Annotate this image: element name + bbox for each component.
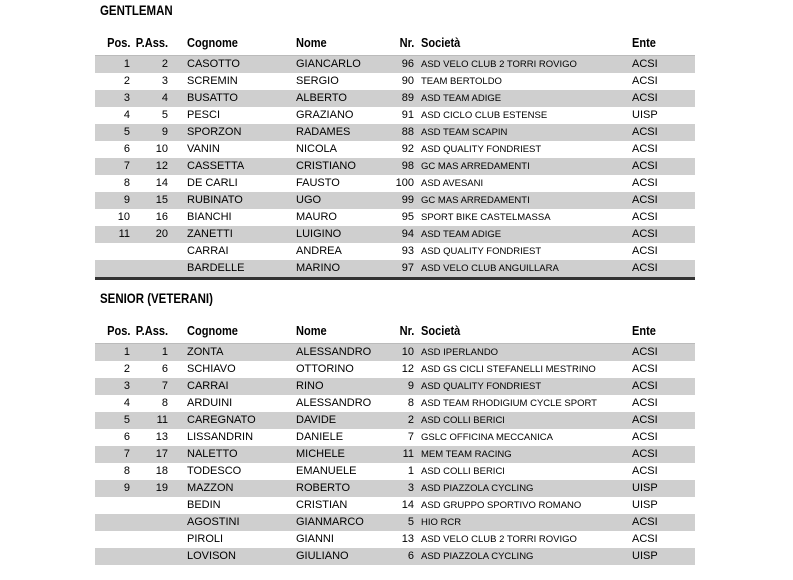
table-row bbox=[95, 158, 695, 175]
cell-pass: 14 bbox=[155, 177, 168, 189]
cell-societa: SPORT BIKE CASTELMASSA bbox=[421, 212, 551, 223]
cell-pass: 4 bbox=[161, 92, 168, 104]
table-row bbox=[95, 446, 695, 463]
cell-pass: 15 bbox=[155, 194, 168, 206]
cell-cognome: BIANCHI bbox=[187, 211, 232, 223]
cell-nr: 92 bbox=[401, 143, 414, 155]
cell-ente: ACSI bbox=[632, 58, 658, 70]
cell-nr: 13 bbox=[401, 533, 414, 545]
cell-nome: GIULIANO bbox=[296, 550, 349, 562]
cell-pass: 19 bbox=[155, 482, 168, 494]
table-body bbox=[95, 55, 695, 280]
table-row bbox=[95, 412, 695, 429]
cell-nome: GIANCARLO bbox=[296, 58, 361, 70]
cell-ente: ACSI bbox=[632, 363, 658, 375]
results-table-gentleman bbox=[95, 33, 695, 280]
cell-pos: 4 bbox=[123, 109, 130, 121]
cell-pos: 1 bbox=[123, 58, 130, 70]
cell-cognome: ZONTA bbox=[187, 346, 224, 358]
cell-ente: ACSI bbox=[632, 397, 658, 409]
cell-nr: 94 bbox=[401, 228, 414, 240]
cell-pass: 2 bbox=[161, 58, 168, 70]
cell-pass: 16 bbox=[155, 211, 168, 223]
cell-ente: ACSI bbox=[632, 228, 658, 240]
cell-nr: 7 bbox=[407, 431, 414, 443]
cell-pos: 9 bbox=[123, 194, 130, 206]
cell-societa: GSLC OFFICINA MECCANICA bbox=[421, 432, 553, 443]
table-row bbox=[95, 395, 695, 412]
cell-cognome: LISSANDRIN bbox=[187, 431, 254, 443]
cell-ente: ACSI bbox=[632, 516, 658, 528]
header-cognome: Cognome bbox=[187, 323, 238, 338]
cell-cognome: CASOTTO bbox=[187, 58, 240, 70]
table-row bbox=[95, 497, 695, 514]
cell-ente: ACSI bbox=[632, 194, 658, 206]
table-row bbox=[95, 344, 695, 361]
cell-nome: SERGIO bbox=[296, 75, 339, 87]
cell-nome: ALESSANDRO bbox=[296, 346, 372, 358]
cell-nr: 88 bbox=[401, 126, 414, 138]
table-row bbox=[95, 107, 695, 124]
cell-cognome: BUSATTO bbox=[187, 92, 238, 104]
cell-cognome: MAZZON bbox=[187, 482, 234, 494]
cell-nome: MARINO bbox=[296, 262, 340, 274]
cell-cognome: ARDUINI bbox=[187, 397, 233, 409]
cell-nr: 8 bbox=[407, 397, 414, 409]
header-nome: Nome bbox=[296, 35, 327, 50]
table-row bbox=[95, 56, 695, 73]
cell-societa: ASD QUALITY FONDRIEST bbox=[421, 246, 542, 257]
table-row bbox=[95, 141, 695, 158]
table-row bbox=[95, 378, 695, 395]
table-row bbox=[95, 260, 695, 280]
cell-nome: ROBERTO bbox=[296, 482, 350, 494]
cell-nome: EMANUELE bbox=[296, 465, 357, 477]
cell-pos: 9 bbox=[123, 482, 130, 494]
cell-pass: 20 bbox=[155, 228, 168, 240]
cell-ente: ACSI bbox=[632, 262, 658, 274]
cell-nome: NICOLA bbox=[296, 143, 337, 155]
cell-nr: 12 bbox=[401, 363, 414, 375]
cell-societa: ASD TEAM ADIGE bbox=[421, 93, 502, 104]
cell-cognome: BEDIN bbox=[187, 499, 221, 511]
cell-pos: 3 bbox=[123, 380, 130, 392]
cell-cognome: VANIN bbox=[187, 143, 220, 155]
header-societa: Società bbox=[421, 35, 461, 50]
header-nr: Nr. bbox=[399, 35, 414, 50]
cell-cognome: SPORZON bbox=[187, 126, 242, 138]
cell-nome: CRISTIANO bbox=[296, 160, 356, 172]
cell-nome: DANIELE bbox=[296, 431, 344, 443]
cell-pos: 5 bbox=[123, 414, 130, 426]
cell-societa: ASD VELO CLUB ANGUILLARA bbox=[421, 263, 559, 274]
table-row bbox=[95, 514, 695, 531]
header-ente: Ente bbox=[632, 323, 656, 338]
table-row bbox=[95, 480, 695, 497]
cell-ente: ACSI bbox=[632, 245, 658, 257]
cell-nr: 14 bbox=[401, 499, 414, 511]
header-ente: Ente bbox=[632, 35, 656, 50]
cell-cognome: CARRAI bbox=[187, 380, 229, 392]
table-row bbox=[95, 73, 695, 90]
cell-cognome: NALETTO bbox=[187, 448, 238, 460]
cell-ente: ACSI bbox=[632, 126, 658, 138]
table-body bbox=[95, 343, 695, 565]
cell-pos: 8 bbox=[123, 177, 130, 189]
cell-pos: 7 bbox=[123, 448, 130, 460]
header-pos: Pos. bbox=[106, 35, 130, 50]
cell-nome: ALESSANDRO bbox=[296, 397, 372, 409]
header-nome: Nome bbox=[296, 323, 327, 338]
cell-societa: ASD GS CICLI STEFANELLI MESTRINO bbox=[421, 364, 596, 375]
cell-ente: ACSI bbox=[632, 177, 658, 189]
cell-societa: ASD VELO CLUB 2 TORRI ROVIGO bbox=[421, 534, 577, 545]
cell-societa: ASD QUALITY FONDRIEST bbox=[421, 381, 542, 392]
cell-nr: 90 bbox=[401, 75, 414, 87]
cell-nr: 3 bbox=[407, 482, 414, 494]
section-title-senior: SENIOR (VETERANI) bbox=[100, 290, 213, 306]
cell-cognome: PESCI bbox=[187, 109, 221, 121]
cell-pos: 1 bbox=[123, 346, 130, 358]
cell-nome: GIANMARCO bbox=[296, 516, 364, 528]
cell-pass: 6 bbox=[161, 363, 168, 375]
cell-cognome: DE CARLI bbox=[187, 177, 238, 189]
cell-ente: UISP bbox=[632, 499, 658, 511]
cell-pass: 9 bbox=[161, 126, 168, 138]
cell-ente: ACSI bbox=[632, 414, 658, 426]
cell-ente: ACSI bbox=[632, 160, 658, 172]
cell-nome: GRAZIANO bbox=[296, 109, 354, 121]
cell-nome: GIANNI bbox=[296, 533, 334, 545]
table-row bbox=[95, 209, 695, 226]
cell-nome: ANDREA bbox=[296, 245, 342, 257]
cell-societa: TEAM BERTOLDO bbox=[421, 76, 502, 87]
cell-societa: ASD COLLI BERICI bbox=[421, 466, 505, 477]
cell-pass: 1 bbox=[161, 346, 168, 358]
cell-societa: ASD TEAM SCAPIN bbox=[421, 127, 508, 138]
cell-pos: 6 bbox=[123, 431, 130, 443]
cell-pass: 17 bbox=[155, 448, 168, 460]
cell-nome: RADAMES bbox=[296, 126, 351, 138]
cell-societa: ASD PIAZZOLA CYCLING bbox=[421, 551, 534, 562]
cell-nome: OTTORINO bbox=[296, 363, 354, 375]
cell-ente: ACSI bbox=[632, 533, 658, 545]
cell-societa: ASD PIAZZOLA CYCLING bbox=[421, 483, 534, 494]
cell-pos: 11 bbox=[118, 228, 130, 240]
table-row bbox=[95, 124, 695, 141]
cell-pos: 8 bbox=[123, 465, 130, 477]
cell-ente: ACSI bbox=[632, 92, 658, 104]
cell-societa: GC MAS ARREDAMENTI bbox=[421, 195, 530, 206]
cell-cognome: PIROLI bbox=[187, 533, 224, 545]
cell-nome: LUIGINO bbox=[296, 228, 342, 240]
cell-nome: MAURO bbox=[296, 211, 337, 223]
cell-nr: 96 bbox=[401, 58, 414, 70]
cell-ente: UISP bbox=[632, 109, 658, 121]
cell-nr: 91 bbox=[401, 109, 414, 121]
cell-pass: 5 bbox=[161, 109, 168, 121]
table-row bbox=[95, 429, 695, 446]
cell-ente: ACSI bbox=[632, 143, 658, 155]
cell-pass: 8 bbox=[161, 397, 168, 409]
cell-pos: 10 bbox=[117, 211, 130, 223]
cell-pos: 7 bbox=[123, 160, 130, 172]
cell-ente: ACSI bbox=[632, 75, 658, 87]
cell-ente: ACSI bbox=[632, 346, 658, 358]
cell-nome: RINO bbox=[296, 380, 324, 392]
cell-nr: 98 bbox=[401, 160, 414, 172]
table-row bbox=[95, 531, 695, 548]
header-cognome: Cognome bbox=[187, 35, 238, 50]
cell-cognome: CAREGNATO bbox=[187, 414, 256, 426]
cell-ente: ACSI bbox=[632, 448, 658, 460]
header-pass: P.Ass. bbox=[135, 323, 168, 338]
cell-nr: 9 bbox=[407, 380, 414, 392]
cell-societa: ASD CICLO CLUB ESTENSE bbox=[421, 110, 548, 121]
cell-societa: ASD GRUPPO SPORTIVO ROMANO bbox=[421, 500, 582, 511]
header-pass: P.Ass. bbox=[135, 35, 168, 50]
cell-cognome: SCREMIN bbox=[187, 75, 238, 87]
cell-cognome: SCHIAVO bbox=[187, 363, 236, 375]
cell-nr: 11 bbox=[402, 448, 414, 460]
cell-cognome: AGOSTINI bbox=[187, 516, 240, 528]
cell-cognome: CARRAI bbox=[187, 245, 229, 257]
cell-societa: ASD IPERLANDO bbox=[421, 347, 499, 358]
cell-ente: ACSI bbox=[632, 431, 658, 443]
cell-societa: HIO RCR bbox=[421, 517, 462, 528]
cell-pos: 4 bbox=[123, 397, 130, 409]
cell-nr: 6 bbox=[407, 550, 414, 562]
cell-nr: 100 bbox=[395, 177, 414, 189]
cell-cognome: RUBINATO bbox=[187, 194, 243, 206]
section-title-gentleman: GENTLEMAN bbox=[100, 2, 173, 18]
cell-ente: ACSI bbox=[632, 465, 658, 477]
cell-pass: 7 bbox=[161, 380, 168, 392]
cell-nome: DAVIDE bbox=[296, 414, 337, 426]
cell-pass: 13 bbox=[155, 431, 168, 443]
cell-societa: ASD QUALITY FONDRIEST bbox=[421, 144, 542, 155]
cell-nr: 2 bbox=[407, 414, 414, 426]
cell-nome: MICHELE bbox=[296, 448, 345, 460]
cell-pos: 6 bbox=[123, 143, 130, 155]
table-row bbox=[95, 463, 695, 480]
cell-nr: 97 bbox=[401, 262, 414, 274]
cell-cognome: BARDELLE bbox=[187, 262, 245, 274]
cell-pass: 3 bbox=[161, 75, 168, 87]
cell-cognome: LOVISON bbox=[187, 550, 236, 562]
cell-societa: MEM TEAM RACING bbox=[421, 449, 512, 460]
cell-nr: 5 bbox=[407, 516, 414, 528]
cell-pass: 11 bbox=[156, 414, 168, 426]
table-row bbox=[95, 548, 695, 565]
cell-societa: GC MAS ARREDAMENTI bbox=[421, 161, 530, 172]
cell-nome: ALBERTO bbox=[296, 92, 347, 104]
table-row bbox=[95, 361, 695, 378]
cell-pass: 10 bbox=[155, 143, 168, 155]
cell-nr: 89 bbox=[401, 92, 414, 104]
cell-societa: ASD VELO CLUB 2 TORRI ROVIGO bbox=[421, 59, 577, 70]
cell-ente: UISP bbox=[632, 482, 658, 494]
cell-societa: ASD AVESANI bbox=[421, 178, 484, 189]
cell-pass: 12 bbox=[155, 160, 168, 172]
cell-pass: 18 bbox=[155, 465, 168, 477]
table-header bbox=[95, 321, 695, 343]
cell-nr: 1 bbox=[407, 465, 414, 477]
cell-cognome: ZANETTI bbox=[187, 228, 233, 240]
header-societa: Società bbox=[421, 323, 461, 338]
cell-pos: 2 bbox=[123, 363, 130, 375]
cell-pos: 5 bbox=[123, 126, 130, 138]
cell-pos: 3 bbox=[123, 92, 130, 104]
cell-pos: 2 bbox=[123, 75, 130, 87]
cell-ente: ACSI bbox=[632, 211, 658, 223]
cell-societa: ASD TEAM RHODIGIUM CYCLE SPORT bbox=[421, 398, 597, 409]
cell-nr: 99 bbox=[401, 194, 414, 206]
table-row bbox=[95, 192, 695, 209]
cell-cognome: TODESCO bbox=[187, 465, 242, 477]
cell-nr: 93 bbox=[401, 245, 414, 257]
cell-societa: ASD COLLI BERICI bbox=[421, 415, 505, 426]
cell-nome: CRISTIAN bbox=[296, 499, 348, 511]
results-table-senior bbox=[95, 321, 695, 565]
cell-ente: ACSI bbox=[632, 380, 658, 392]
table-row bbox=[95, 243, 695, 260]
cell-nome: UGO bbox=[296, 194, 322, 206]
cell-cognome: CASSETTA bbox=[187, 160, 245, 172]
header-nr: Nr. bbox=[399, 323, 414, 338]
cell-nr: 95 bbox=[401, 211, 414, 223]
cell-nr: 10 bbox=[401, 346, 414, 358]
header-pos: Pos. bbox=[106, 323, 130, 338]
table-row bbox=[95, 226, 695, 243]
cell-nome: FAUSTO bbox=[296, 177, 340, 189]
table-header bbox=[95, 33, 695, 55]
table-row bbox=[95, 175, 695, 192]
table-row bbox=[95, 90, 695, 107]
cell-ente: UISP bbox=[632, 550, 658, 562]
cell-societa: ASD TEAM ADIGE bbox=[421, 229, 502, 240]
